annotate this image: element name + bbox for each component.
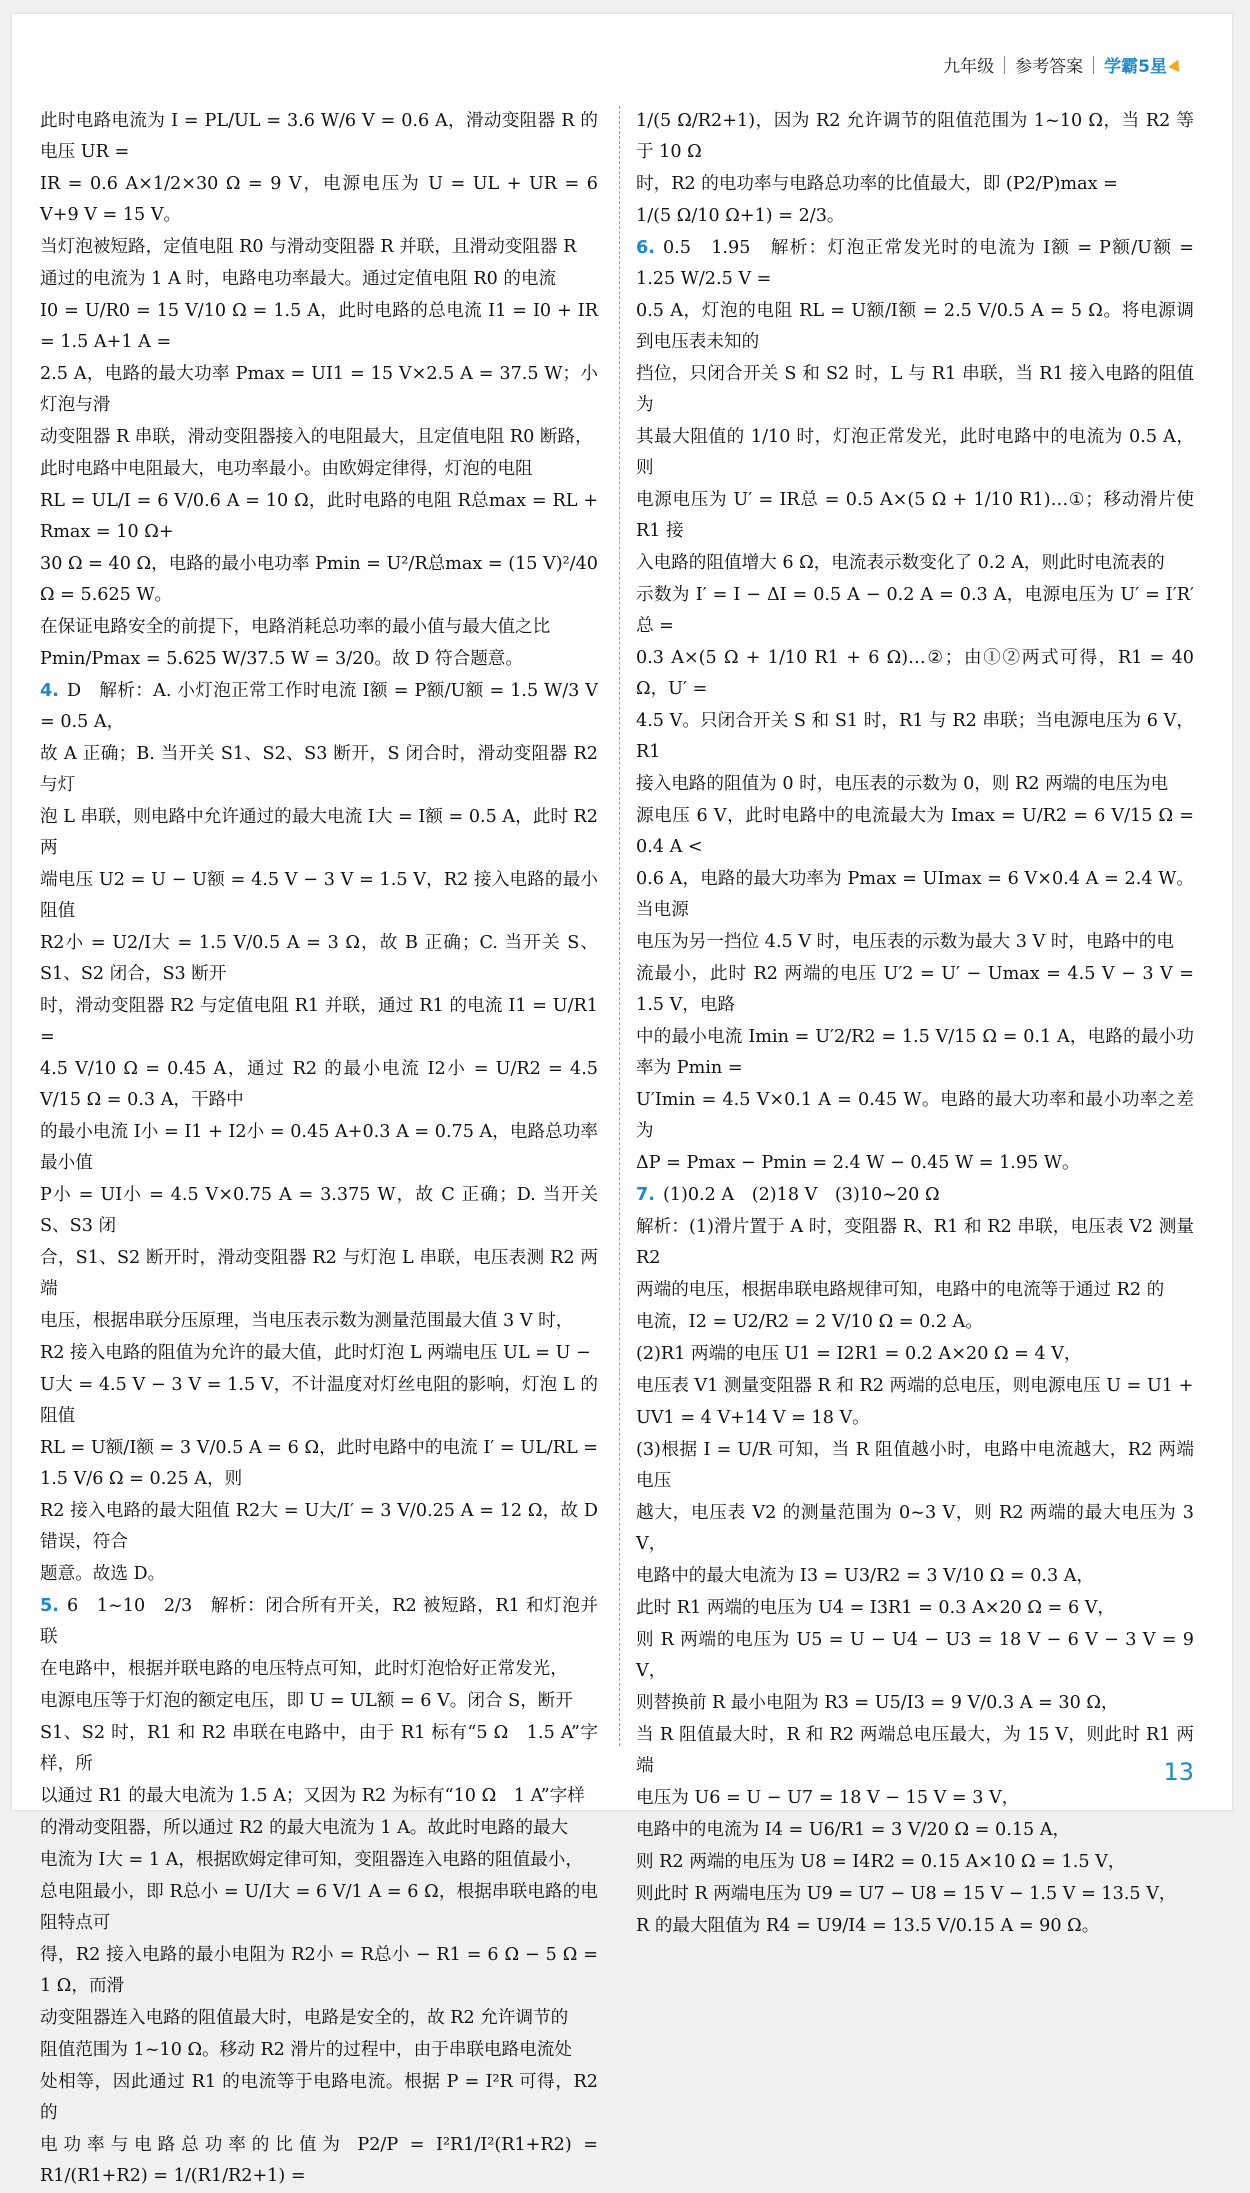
answer-line: 题意。故选 D。 xyxy=(40,1564,166,1584)
brand-logo xyxy=(1104,52,1182,77)
answer-line: 电源电压为 U′ = IR总 = 0.5 A×(5 Ω + 1/10 R1)…①；移动滑片使 R1 接 xyxy=(636,490,1200,541)
answer-line: P小 = UI小 = 4.5 V×0.75 A = 3.375 W，故 C 正确；D. 当开关 S、S3 闭 xyxy=(40,1185,604,1236)
question-number: 4. xyxy=(40,681,59,701)
answer-line: 电压表 V1 测量变阻器 R 和 R2 两端的总电压，则电源电压 U = U1 + xyxy=(636,1376,1194,1396)
answer-line: RL = UL/I = 6 V/0.6 A = 10 Ω，此时电路的电阻 R总max = RL + Rmax = 10 Ω+ xyxy=(40,491,604,542)
answer-line: 30 Ω = 40 Ω，电路的最小电功率 Pmin = U²/R总max = (15 V)²/40 Ω = 5.625 W。 xyxy=(40,554,604,605)
answer-line: 电源电压等于灯泡的额定电压，即 U = UL额 = 6 V。闭合 S，断开 xyxy=(40,1691,573,1711)
answer-line: (2)R1 两端的电压 U1 = I2R1 = 0.2 A×20 Ω = 4 V， xyxy=(636,1344,1082,1364)
grade-label: 九年级 xyxy=(943,57,995,77)
answer-line: 4. D 解析：A. 小灯泡正常工作时电流 I额 = P额/U额 = 1.5 W/3 V = 0.5 A， xyxy=(40,681,604,732)
answer-line: 电路中的最大电流为 I3 = U3/R2 = 3 V/10 Ω = 0.3 A， xyxy=(636,1566,1095,1586)
answer-line: ΔP = Pmax − Pmin = 2.4 W − 0.45 W = 1.95 W。 xyxy=(636,1153,1080,1173)
answer-line: 电压为 U6 = U − U7 = 18 V − 15 V = 3 V， xyxy=(636,1788,1020,1808)
answer-line: R2小 = U2/I大 = 1.5 V/0.5 A = 3 Ω，故 B 正确；C. 当开关 S、S1、S2 闭合，S3 断开 xyxy=(40,933,598,984)
answer-line: 合，S1、S2 断开时，滑动变阻器 R2 与灯泡 L 串联，电压表测 R2 两端 xyxy=(40,1248,598,1299)
answer-line: 在电路中，根据并联电路的电压特点可知，此时灯泡恰好正常发光， xyxy=(40,1659,568,1679)
answer-line: 总电阻最小，即 R总小 = U/I大 = 6 V/1 A = 6 Ω，根据串联电路的电阻特点可 xyxy=(40,1882,598,1933)
answer-line: (3)根据 I = U/R 可知，当 R 阻值越小时，电路中电流越大，R2 两端电压 xyxy=(636,1440,1194,1491)
answer-line: 当灯泡被短路，定值电阻 R0 与滑动变阻器 R 并联，且滑动变阻器 R xyxy=(40,237,577,257)
answer-line: 电流为 I大 = 1 A，根据欧姆定律可知，变阻器连入电路的阻值最小， xyxy=(40,1850,583,1870)
answer-line: 以通过 R1 的最大电流为 1.5 A；又因为 R2 为标有“10 Ω 1 A”字样 xyxy=(40,1786,585,1806)
right-column xyxy=(636,106,1200,1943)
column-divider xyxy=(619,106,620,1746)
answer-line: RL = U额/I额 = 3 V/0.5 A = 6 Ω，此时电路中的电流 I′ = UL/RL = 1.5 V/6 Ω = 0.25 A，则 xyxy=(40,1438,604,1489)
answer-line: S1、S2 时，R1 和 R2 串联在电路中，由于 R1 标有“5 Ω 1.5 A”字样，所 xyxy=(40,1723,598,1774)
answer-line: 动变阻器 R 串联，滑动变阻器接入的电阻最大，且定值电阻 R0 断路， xyxy=(40,427,593,447)
answer-line: 时，R2 的电功率与电路总功率的比值最大，即 (P2/P)max = xyxy=(636,174,1118,194)
answer-line: 电路中的电流为 I4 = U6/R1 = 3 V/20 Ω = 0.15 A， xyxy=(636,1820,1071,1840)
answer-line: 源电压 6 V，此时电路中的电流最大为 Imax = U/R2 = 6 V/15 Ω = 0.4 A < xyxy=(636,806,1200,857)
answer-line: UV1 = 4 V+14 V = 18 V。 xyxy=(636,1408,870,1428)
answer-line: 越大，电压表 V2 的测量范围为 0~3 V，则 R2 两端的最大电压为 3 V， xyxy=(636,1503,1200,1554)
answer-line: 其最大阻值的 1/10 时，灯泡正常发光，此时电路中的电流为 0.5 A，则 xyxy=(636,427,1194,478)
page-number: 13 xyxy=(1163,1758,1194,1786)
answer-line: 0.6 A，电路的最大功率为 Pmax = UImax = 6 V×0.4 A = 2.4 W。当电源 xyxy=(636,869,1194,920)
header-divider xyxy=(1004,56,1005,74)
answer-line: 0.3 A×(5 Ω + 1/10 R1 + 6 Ω)…②；由①②两式可得，R1 = 40 Ω，U′ = xyxy=(636,648,1200,699)
pencil-icon xyxy=(1168,57,1184,72)
answer-line: 电压，根据串联分压原理，当电压表示数为测量范围最大值 3 V 时， xyxy=(40,1311,574,1331)
answer-line: 通过的电流为 1 A 时，电路电功率最大。通过定值电阻 R0 的电流 xyxy=(40,269,557,289)
answer-line: 此时电路电流为 I = PL/UL = 3.6 W/6 V = 0.6 A，滑动变阻器 R 的电压 UR = xyxy=(40,111,598,162)
answer-line: 阻值范围为 1~10 Ω。移动 R2 滑片的过程中，由于串联电路电流处 xyxy=(40,2040,572,2060)
answer-line: 5. 6 1~10 2/3 解析：闭合所有开关，R2 被短路，R1 和灯泡并联 xyxy=(40,1596,598,1647)
answer-line: 在保证电路安全的前提下，电路消耗总功率的最小值与最大值之比 xyxy=(40,617,551,637)
answer-line: 电功率与电路总功率的比值为 P2/P = I²R1/I²(R1+R2) = R1/(R1+R2) = 1/(R1/R2+1) = xyxy=(40,2135,604,2186)
answer-page xyxy=(12,14,1232,2186)
answer-line: 的最小电流 I小 = I1 + I2小 = 0.45 A+0.3 A = 0.75 A，电路总功率最小值 xyxy=(40,1122,598,1173)
question-number: 7. xyxy=(636,1185,655,1205)
answer-line: 当 R 阻值最大时，R 和 R2 两端总电压最大，为 15 V，则此时 R1 两端 xyxy=(636,1725,1194,1776)
answer-line: 动变阻器连入电路的阻值最大时，电路是安全的，故 R2 允许调节的 xyxy=(40,2008,569,2028)
answer-line: 端电压 U2 = U − U额 = 4.5 V − 3 V = 1.5 V，R2 接入电路的最小阻值 xyxy=(40,870,598,921)
header-divider xyxy=(1093,56,1094,74)
answer-line: 2.5 A，电路的最大功率 Pmax = UI1 = 15 V×2.5 A = 37.5 W；小灯泡与滑 xyxy=(40,364,598,415)
answer-line: R2 接入电路的最大阻值 R2大 = U大/I′ = 3 V/0.25 A = 12 Ω，故 D 错误，符合 xyxy=(40,1501,604,1552)
answer-line: 两端的电压，根据串联电路规律可知，电路中的电流等于通过 R2 的 xyxy=(636,1280,1165,1300)
answer-line: R 的最大阻值为 R4 = U9/I4 = 13.5 V/0.15 A = 90 Ω。 xyxy=(636,1916,1100,1936)
answer-line: 电压为另一挡位 4.5 V 时，电压表的示数为最大 3 V 时，电路中的电 xyxy=(636,932,1174,952)
answer-line: U大 = 4.5 V − 3 V = 1.5 V，不计温度对灯丝电阻的影响，灯泡 L 的阻值 xyxy=(40,1375,598,1426)
answer-line: 流最小，此时 R2 两端的电压 U′2 = U′ − Umax = 4.5 V − 3 V = 1.5 V，电路 xyxy=(636,964,1200,1015)
answer-line: 得，R2 接入电路的最小电阻为 R2小 = R总小 − R1 = 6 Ω − 5 Ω = 1 Ω，而滑 xyxy=(40,1945,604,1996)
answer-line: 1/(5 Ω/R2+1)，因为 R2 允许调节的阻值范围为 1~10 Ω，当 R2 等于 10 Ω xyxy=(636,111,1194,162)
answer-line: 则替换前 R 最小电阻为 R3 = U5/I3 = 9 V/0.3 A = 30 Ω， xyxy=(636,1693,1119,1713)
brand-label: 学霸5星 xyxy=(1104,57,1167,77)
answer-line: IR = 0.6 A×1/2×30 Ω = 9 V，电源电压为 U = UL + UR = 6 V+9 V = 15 V。 xyxy=(40,174,604,225)
answer-line: I0 = U/R0 = 15 V/10 Ω = 1.5 A，此时电路的总电流 I1 = I0 + IR = 1.5 A+1 A = xyxy=(40,301,604,352)
answer-line: U′Imin = 4.5 V×0.1 A = 0.45 W。电路的最大功率和最小功率之差为 xyxy=(636,1090,1194,1141)
page-header xyxy=(943,52,1182,77)
answer-line: 0.5 A，灯泡的电阻 RL = U额/I额 = 2.5 V/0.5 A = 5 Ω。将电源调到电压表未知的 xyxy=(636,301,1194,352)
answer-line: 1/(5 Ω/10 Ω+1) = 2/3。 xyxy=(636,206,845,226)
answer-line: 中的最小电流 Imin = U′2/R2 = 1.5 V/15 Ω = 0.1 A，电路的最小功率为 Pmin = xyxy=(636,1027,1194,1078)
answer-line: 接入电路的阻值为 0 时，电压表的示数为 0，则 R2 两端的电压为电 xyxy=(636,774,1169,794)
question-number: 6. xyxy=(636,238,655,258)
answer-line: 4.5 V/10 Ω = 0.45 A，通过 R2 的最小电流 I2小 = U/R2 = 4.5 V/15 Ω = 0.3 A，干路中 xyxy=(40,1059,604,1110)
answer-line: 时，滑动变阻器 R2 与定值电阻 R1 并联，通过 R1 的电流 I1 = U/R1 = xyxy=(40,996,604,1047)
answer-line: 则此时 R 两端电压为 U9 = U7 − U8 = 15 V − 1.5 V = 13.5 V， xyxy=(636,1884,1177,1904)
answer-line: 挡位，只闭合开关 S 和 S2 时，L 与 R1 串联，当 R1 接入电路的阻值为 xyxy=(636,364,1194,415)
left-column xyxy=(40,106,604,2193)
section-label: 参考答案 xyxy=(1015,57,1084,77)
answer-line: 故 A 正确；B. 当开关 S1、S2、S3 断开，S 闭合时，滑动变阻器 R2 与灯 xyxy=(40,744,604,795)
answer-line: 电流，I2 = U2/R2 = 2 V/10 Ω = 0.2 A。 xyxy=(636,1312,983,1332)
answer-line: 此时 R1 两端的电压为 U4 = I3R1 = 0.3 A×20 Ω = 6 V， xyxy=(636,1598,1116,1618)
answer-line: R2 接入电路的阻值为允许的最大值，此时灯泡 L 两端电压 UL = U − xyxy=(40,1343,591,1363)
answer-line: 7. (1)0.2 A (2)18 V (3)10~20 Ω xyxy=(636,1185,940,1205)
answer-line: 泡 L 串联，则电路中允许通过的最大电流 I大 = I额 = 0.5 A，此时 R2 两 xyxy=(40,807,604,858)
answer-line: 处相等，因此通过 R1 的电流等于电路电流。根据 P = I²R 可得，R2 的 xyxy=(40,2072,604,2123)
question-number: 5. xyxy=(40,1596,59,1616)
answer-line: 入电路的阻值增大 6 Ω，电流表示数变化了 0.2 A，则此时电流表的 xyxy=(636,553,1165,573)
answer-line: 示数为 I′ = I − ΔI = 0.5 A − 0.2 A = 0.3 A，电源电压为 U′ = I′R′总 = xyxy=(636,585,1194,636)
answer-line: 则 R2 两端的电压为 U8 = I4R2 = 0.15 A×10 Ω = 1.5 V， xyxy=(636,1852,1126,1872)
answer-line: 则 R 两端的电压为 U5 = U − U4 − U3 = 18 V − 6 V − 3 V = 9 V， xyxy=(636,1630,1200,1681)
answer-line: 4.5 V。只闭合开关 S 和 S1 时，R1 与 R2 串联；当电源电压为 6 V，R1 xyxy=(636,711,1194,762)
answer-line: 解析：(1)滑片置于 A 时，变阻器 R、R1 和 R2 串联，电压表 V2 测量 R2 xyxy=(636,1217,1200,1268)
answer-line: 的滑动变阻器，所以通过 R2 的最大电流为 1 A。故此时电路的最大 xyxy=(40,1818,569,1838)
answer-line: 此时电路中电阻最大，电功率最小。由欧姆定律得，灯泡的电阻 xyxy=(40,459,533,479)
answer-line: 6. 0.5 1.95 解析：灯泡正常发光时的电流为 I额 = P额/U额 = 1.25 W/2.5 V = xyxy=(636,238,1200,289)
answer-line: Pmin/Pmax = 5.625 W/37.5 W = 3/20。故 D 符合题意。 xyxy=(40,649,523,669)
